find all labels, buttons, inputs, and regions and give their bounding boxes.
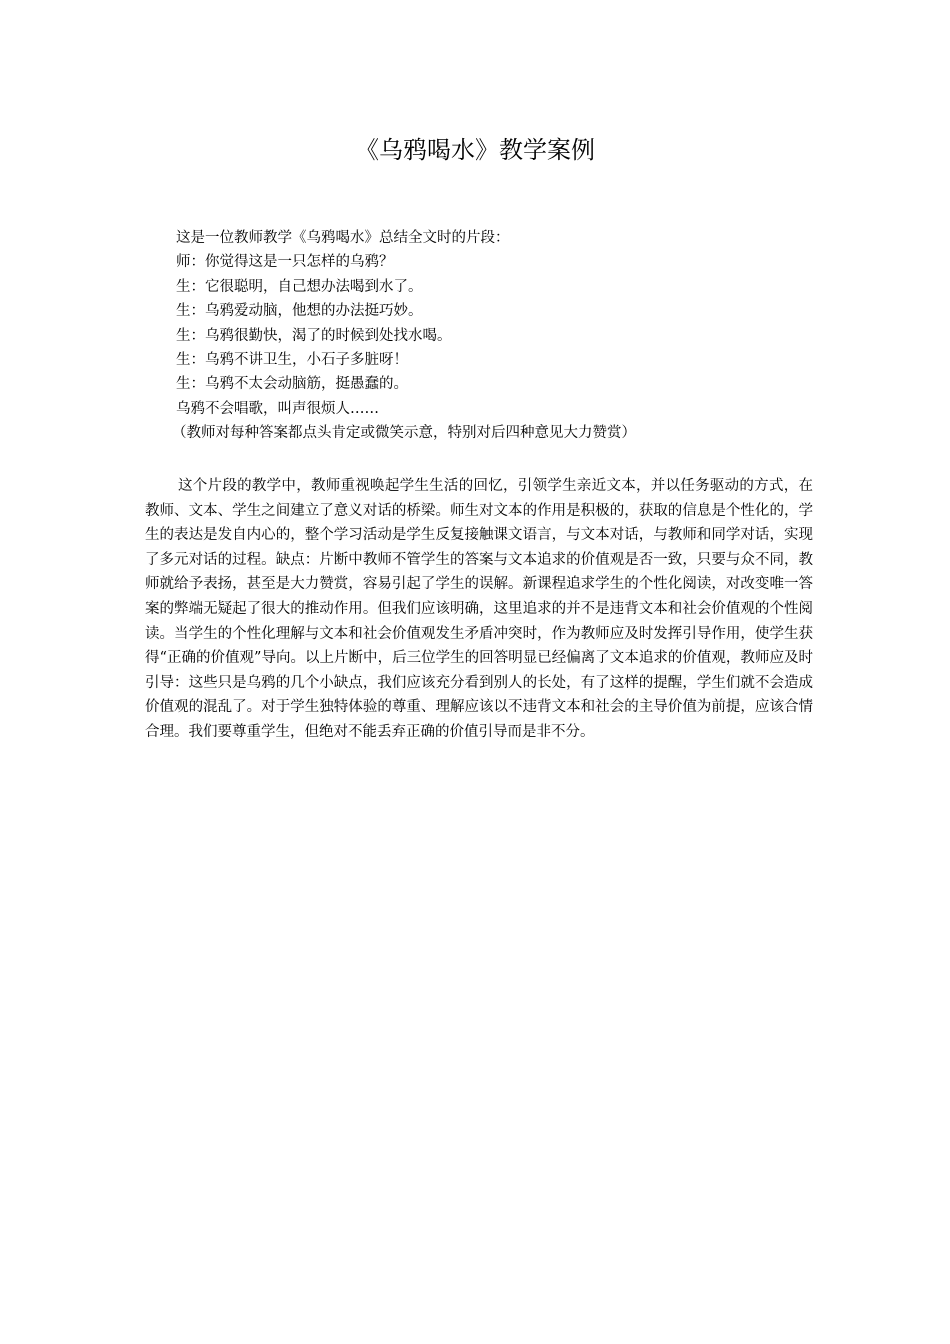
dialogue-line: 生：乌鸦很勤快，渴了的时候到处找水喝。 xyxy=(176,327,452,344)
dialogue-excerpt xyxy=(172,226,836,446)
dialogue-line: 生：乌鸦不太会动脑筋，挺愚蠢的。 xyxy=(176,376,408,393)
teacher-note: （教师对每种答案都点头肯定或微笑示意，特别对后四种意见大力赞赏） xyxy=(172,425,636,442)
analysis-paragraph: 这个片段的教学中，教师重视唤起学生生活的回忆，引领学生亲近文本，并以任务驱动的方式，在教师、文本、学生之间建立了意义对话的桥梁。师生对文本的作用是积极的，获取的信息是个性化的，学生的表达是发自内心的，整个学习活动是学生反复接触课文语言，与文本对话，与教师和同学对话，实现了多元对话的过程。缺点：片断中教师不管学生的答案与文本追求的价值观是否一致，只要与众不同，教师就给予表扬，甚至是大力赞赏，容易引起了学生的误解。新课程追求学生的个性化阅读，对改变唯一答案的弊端无疑起了很大的推动作用。但我们应该明确，这里追求的并不是违背文本和社会价值观的个性阅读。当学生的个性化理解与文本和社会价值观发生矛盾冲突时，作为教师应及时发挥引导作用，使学生获得“正确的价值观”导向。以上片断中，后三位学生的回答明显已经偏离了文本追求的价值观，教师应及时引导：这些只是乌鸦的几个小缺点，我们应该充分看到别人的长处，有了这样的提醒，学生们就不会造成价值观的混乱了。对于学生独特体验的尊重、理解应该以不违背文本和社会的主导价值为前提，应该合情合理。我们要尊重学生，但绝对不能丢弃正确的价值引导而是非不分。 xyxy=(145,478,813,740)
dialogue-line: 生：它很聪明，自己想办法喝到水了。 xyxy=(176,278,423,295)
dialogue-line: 生：乌鸦爱动脑，他想的办法挺巧妙。 xyxy=(176,303,423,320)
dialogue-line: 生：乌鸦不讲卫生，小石子多脏呀！ xyxy=(176,352,408,369)
dialogue-line: 这是一位教师教学《乌鸦喝水》总结全文时的片段： xyxy=(176,230,510,246)
document-title: 《乌鸦喝水》教学案例 xyxy=(355,136,595,164)
dialogue-line: 乌鸦不会唱歌，叫声很烦人…… xyxy=(176,400,379,417)
dialogue-line: 师：你觉得这是一只怎样的乌鸦？ xyxy=(176,254,394,271)
